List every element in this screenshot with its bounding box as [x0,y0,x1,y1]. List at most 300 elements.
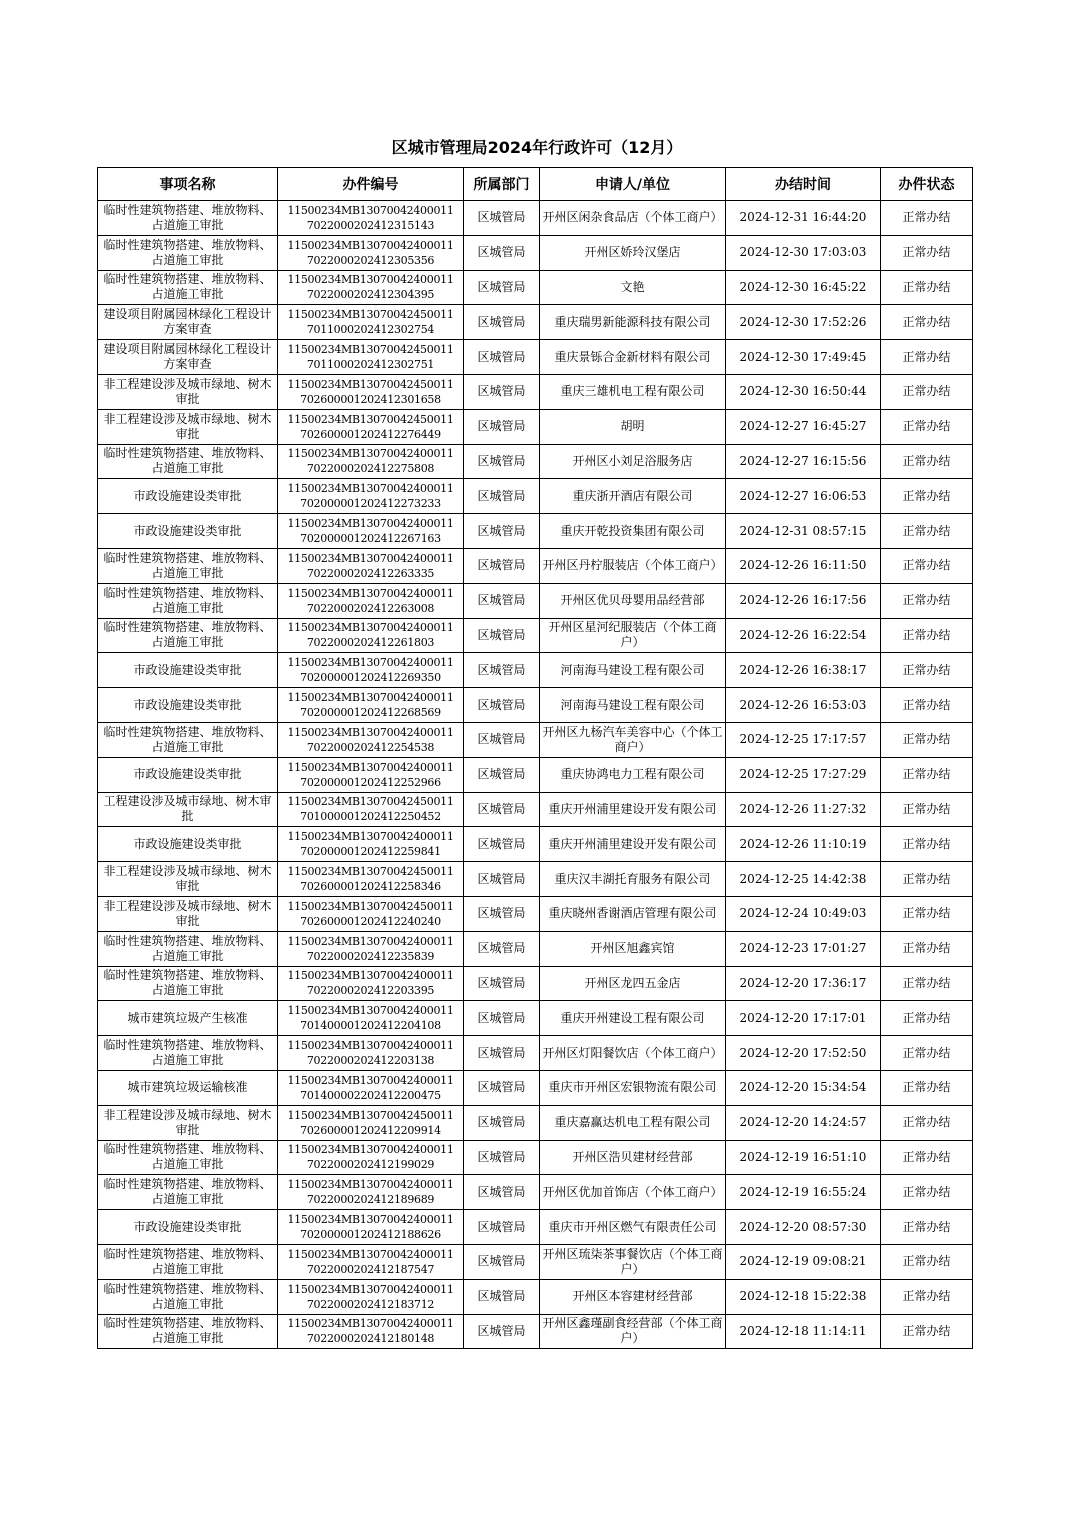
table-row [98,374,973,409]
cell-item-name: 临时性建筑物搭建、堆放物料、占道施工审批 [98,1279,278,1314]
cell-completion-time: 2024-12-30 17:52:26 [726,305,881,340]
case-number-part-2: 702000001202412269350 [300,671,441,685]
cell-case-number [278,1140,464,1175]
table-row [98,409,973,444]
cell-department: 区城管局 [464,444,540,479]
cell-department: 区城管局 [464,1001,540,1036]
cell-department: 区城管局 [464,757,540,792]
cell-item-name: 非工程建设涉及城市绿地、树木审批 [98,896,278,931]
cell-item-name: 临时性建筑物搭建、堆放物料、占道施工审批 [98,1036,278,1071]
case-number-part-1: 11500234MB13070042400011 [287,1213,454,1226]
cell-applicant: 开州区旭鑫宾馆 [540,931,726,966]
cell-applicant: 胡明 [540,409,726,444]
cell-status: 正常办结 [881,479,973,514]
cell-department: 区城管局 [464,931,540,966]
case-number-part-2: 701000001202412250452 [300,810,441,824]
table-row [98,792,973,827]
cell-case-number [278,514,464,549]
cell-case-number [278,966,464,1001]
case-number-part-1: 11500234MB13070042400011 [287,656,454,670]
table-row [98,966,973,1001]
cell-item-name: 市政设施建设类审批 [98,1210,278,1245]
cell-completion-time: 2024-12-25 17:17:57 [726,722,881,757]
cell-status: 正常办结 [881,548,973,583]
cell-status: 正常办结 [881,201,973,236]
case-number-part-2: 702600001202412301658 [300,392,441,406]
cell-item-name: 临时性建筑物搭建、堆放物料、占道施工审批 [98,444,278,479]
cell-department: 区城管局 [464,792,540,827]
column-header-status: 办件状态 [881,168,973,201]
case-number-part-2: 7011000202412302754 [306,323,435,337]
cell-applicant: 开州区琉柒茶事餐饮店（个体工商户） [540,1244,726,1279]
case-number-part-1: 11500234MB13070042400011 [287,447,454,461]
cell-completion-time: 2024-12-18 11:14:11 [726,1314,881,1349]
cell-item-name: 临时性建筑物搭建、堆放物料、占道施工审批 [98,270,278,305]
cell-status: 正常办结 [881,792,973,827]
cell-case-number [278,235,464,270]
cell-department: 区城管局 [464,1140,540,1175]
case-number-part-1: 11500234MB13070042400011 [287,1004,454,1018]
case-number-part-1: 11500234MB13070042400011 [287,238,454,252]
cell-status: 正常办结 [881,1175,973,1210]
column-header-time: 办结时间 [726,168,881,201]
cell-applicant: 重庆浙开酒店有限公司 [540,479,726,514]
cell-item-name: 市政设施建设类审批 [98,757,278,792]
case-number-part-1: 11500234MB13070042400011 [287,273,454,287]
cell-department: 区城管局 [464,688,540,723]
table-row [98,1105,973,1140]
cell-department: 区城管局 [464,966,540,1001]
case-number-part-1: 11500234MB13070042400011 [287,517,454,531]
cell-department: 区城管局 [464,1036,540,1071]
cell-status: 正常办结 [881,896,973,931]
cell-applicant: 河南海马建设工程有限公司 [540,688,726,723]
cell-department: 区城管局 [464,827,540,862]
table-row [98,931,973,966]
case-number-part-2: 7022000202412187547 [306,1262,435,1276]
cell-completion-time: 2024-12-27 16:06:53 [726,479,881,514]
case-number-part-1: 11500234MB13070042400011 [287,1178,454,1192]
table-row [98,862,973,897]
cell-status: 正常办结 [881,514,973,549]
cell-case-number [278,409,464,444]
case-number-part-1: 11500234MB13070042400011 [287,830,454,844]
cell-department: 区城管局 [464,583,540,618]
case-number-part-1: 11500234MB13070042450011 [287,1108,454,1122]
table-row [98,722,973,757]
cell-item-name: 临时性建筑物搭建、堆放物料、占道施工审批 [98,583,278,618]
case-number-part-1: 11500234MB13070042400011 [287,621,454,635]
cell-applicant: 开州区娇玲汉堡店 [540,235,726,270]
table-row [98,270,973,305]
case-number-part-1: 11500234MB13070042400011 [287,482,454,496]
cell-applicant: 重庆晓州香谢酒店管理有限公司 [540,896,726,931]
cell-status: 正常办结 [881,931,973,966]
cell-department: 区城管局 [464,235,540,270]
cell-department: 区城管局 [464,1070,540,1105]
permit-table [97,167,973,1349]
cell-status: 正常办结 [881,1279,973,1314]
table-row [98,827,973,862]
case-number-part-2: 7022000202412199029 [306,1158,435,1172]
cell-status: 正常办结 [881,722,973,757]
cell-case-number [278,618,464,653]
cell-completion-time: 2024-12-27 16:15:56 [726,444,881,479]
case-number-part-1: 11500234MB13070042400011 [287,1282,454,1296]
cell-status: 正常办结 [881,1070,973,1105]
cell-completion-time: 2024-12-19 16:51:10 [726,1140,881,1175]
cell-department: 区城管局 [464,479,540,514]
cell-case-number [278,827,464,862]
cell-completion-time: 2024-12-26 16:22:54 [726,618,881,653]
cell-completion-time: 2024-12-24 10:49:03 [726,896,881,931]
cell-department: 区城管局 [464,1314,540,1349]
cell-completion-time: 2024-12-30 17:49:45 [726,340,881,375]
cell-case-number [278,479,464,514]
table-row [98,1175,973,1210]
case-number-part-2: 7022000202412254538 [306,740,435,754]
cell-applicant: 河南海马建设工程有限公司 [540,653,726,688]
cell-case-number [278,1175,464,1210]
cell-case-number [278,548,464,583]
case-number-part-1: 11500234MB13070042400011 [287,1317,454,1331]
case-number-part-2: 702000001202412273233 [300,497,441,511]
cell-status: 正常办结 [881,444,973,479]
cell-applicant: 重庆开州建设工程有限公司 [540,1001,726,1036]
cell-completion-time: 2024-12-31 16:44:20 [726,201,881,236]
cell-completion-time: 2024-12-31 08:57:15 [726,514,881,549]
case-number-part-1: 11500234MB13070042450011 [287,899,454,913]
cell-item-name: 临时性建筑物搭建、堆放物料、占道施工审批 [98,618,278,653]
cell-applicant: 重庆开乾投资集团有限公司 [540,514,726,549]
cell-status: 正常办结 [881,966,973,1001]
cell-item-name: 临时性建筑物搭建、堆放物料、占道施工审批 [98,1140,278,1175]
case-number-part-2: 7022000202412189689 [306,1193,435,1207]
cell-applicant: 重庆景铄合金新材料有限公司 [540,340,726,375]
table-row [98,653,973,688]
case-number-part-1: 11500234MB13070042450011 [287,412,454,426]
cell-item-name: 临时性建筑物搭建、堆放物料、占道施工审批 [98,548,278,583]
cell-item-name: 临时性建筑物搭建、堆放物料、占道施工审批 [98,1314,278,1349]
cell-status: 正常办结 [881,409,973,444]
cell-item-name: 临时性建筑物搭建、堆放物料、占道施工审批 [98,966,278,1001]
cell-item-name: 城市建筑垃圾运输核准 [98,1070,278,1105]
cell-item-name: 工程建设涉及城市绿地、树木审批 [98,792,278,827]
case-number-part-2: 702600001202412258346 [300,880,441,894]
cell-item-name: 市政设施建设类审批 [98,514,278,549]
cell-item-name: 市政设施建设类审批 [98,827,278,862]
cell-case-number [278,896,464,931]
case-number-part-1: 11500234MB13070042400011 [287,203,454,217]
cell-applicant: 开州区优加首饰店（个体工商户） [540,1175,726,1210]
table-row [98,305,973,340]
table-row [98,235,973,270]
cell-case-number [278,1036,464,1071]
cell-completion-time: 2024-12-26 16:53:03 [726,688,881,723]
cell-department: 区城管局 [464,1105,540,1140]
cell-applicant: 开州区闲杂食品店（个体工商户） [540,201,726,236]
table-row [98,757,973,792]
cell-applicant: 重庆开州浦里建设开发有限公司 [540,792,726,827]
table-header-row [98,168,973,201]
cell-case-number [278,862,464,897]
cell-item-name: 临时性建筑物搭建、堆放物料、占道施工审批 [98,1175,278,1210]
cell-applicant: 文艳 [540,270,726,305]
cell-completion-time: 2024-12-30 16:50:44 [726,374,881,409]
cell-department: 区城管局 [464,653,540,688]
cell-case-number [278,270,464,305]
case-number-part-1: 11500234MB13070042400011 [287,586,454,600]
cell-status: 正常办结 [881,340,973,375]
table-row [98,1070,973,1105]
cell-completion-time: 2024-12-19 09:08:21 [726,1244,881,1279]
cell-item-name: 建设项目附属园林绿化工程设计方案审查 [98,340,278,375]
table-row [98,1036,973,1071]
cell-department: 区城管局 [464,270,540,305]
cell-status: 正常办结 [881,618,973,653]
cell-completion-time: 2024-12-26 11:27:32 [726,792,881,827]
cell-completion-time: 2024-12-26 16:38:17 [726,653,881,688]
cell-department: 区城管局 [464,374,540,409]
cell-completion-time: 2024-12-20 08:57:30 [726,1210,881,1245]
case-number-part-1: 11500234MB13070042400011 [287,1039,454,1053]
column-header-department: 所属部门 [464,168,540,201]
cell-case-number [278,931,464,966]
cell-department: 区城管局 [464,548,540,583]
cell-completion-time: 2024-12-25 14:42:38 [726,862,881,897]
cell-applicant: 开州区鑫瑾副食经营部（个体工商户） [540,1314,726,1349]
cell-status: 正常办结 [881,1036,973,1071]
case-number-part-2: 702600001202412240240 [300,914,441,928]
table-row [98,688,973,723]
cell-department: 区城管局 [464,896,540,931]
table-row [98,548,973,583]
cell-department: 区城管局 [464,409,540,444]
cell-status: 正常办结 [881,235,973,270]
cell-department: 区城管局 [464,305,540,340]
case-number-part-1: 11500234MB13070042450011 [287,865,454,879]
cell-status: 正常办结 [881,374,973,409]
cell-item-name: 临时性建筑物搭建、堆放物料、占道施工审批 [98,722,278,757]
table-row [98,618,973,653]
cell-completion-time: 2024-12-19 16:55:24 [726,1175,881,1210]
case-number-part-2: 702000001202412259841 [300,845,441,859]
cell-item-name: 城市建筑垃圾产生核准 [98,1001,278,1036]
cell-completion-time: 2024-12-23 17:01:27 [726,931,881,966]
table-row [98,896,973,931]
cell-applicant: 重庆三雄机电工程有限公司 [540,374,726,409]
cell-item-name: 建设项目附属园林绿化工程设计方案审查 [98,305,278,340]
case-number-part-1: 11500234MB13070042400011 [287,1247,454,1261]
cell-department: 区城管局 [464,1210,540,1245]
cell-completion-time: 2024-12-20 17:17:01 [726,1001,881,1036]
table-row [98,1314,973,1349]
case-number-part-1: 11500234MB13070042400011 [287,1143,454,1157]
table-row [98,1244,973,1279]
cell-applicant: 开州区小刘足浴服务店 [540,444,726,479]
cell-status: 正常办结 [881,1140,973,1175]
cell-department: 区城管局 [464,1244,540,1279]
cell-completion-time: 2024-12-20 14:24:57 [726,1105,881,1140]
case-number-part-1: 11500234MB13070042400011 [287,551,454,565]
table-row [98,514,973,549]
cell-status: 正常办结 [881,1105,973,1140]
cell-applicant: 重庆瑞男新能源科技有限公司 [540,305,726,340]
cell-applicant: 重庆市开州区宏银物流有限公司 [540,1070,726,1105]
table-row [98,444,973,479]
table-row [98,340,973,375]
cell-department: 区城管局 [464,201,540,236]
case-number-part-2: 702600001202412276449 [300,427,441,441]
table-row [98,201,973,236]
cell-completion-time: 2024-12-30 16:45:22 [726,270,881,305]
column-header-item: 事项名称 [98,168,278,201]
table-row [98,1140,973,1175]
cell-applicant: 开州区星河纪服装店（个体工商户） [540,618,726,653]
cell-item-name: 临时性建筑物搭建、堆放物料、占道施工审批 [98,931,278,966]
case-number-part-1: 11500234MB13070042450011 [287,308,454,322]
cell-case-number [278,583,464,618]
cell-completion-time: 2024-12-20 17:52:50 [726,1036,881,1071]
cell-applicant: 开州区灯阳餐饮店（个体工商户） [540,1036,726,1071]
cell-department: 区城管局 [464,722,540,757]
cell-item-name: 临时性建筑物搭建、堆放物料、占道施工审批 [98,235,278,270]
table-row [98,1279,973,1314]
cell-completion-time: 2024-12-18 15:22:38 [726,1279,881,1314]
case-number-part-1: 11500234MB13070042400011 [287,760,454,774]
cell-item-name: 非工程建设涉及城市绿地、树木审批 [98,374,278,409]
table-row [98,1001,973,1036]
cell-applicant: 重庆协鸿电力工程有限公司 [540,757,726,792]
cell-case-number [278,722,464,757]
cell-case-number [278,1244,464,1279]
cell-item-name: 非工程建设涉及城市绿地、树木审批 [98,409,278,444]
cell-case-number [278,305,464,340]
case-number-part-2: 701400002202412200475 [300,1088,441,1102]
cell-applicant: 开州区九杨汽车美容中心（个体工商户） [540,722,726,757]
cell-case-number [278,444,464,479]
case-number-part-2: 7022000202412235839 [306,949,435,963]
column-header-applicant: 申请人/单位 [540,168,726,201]
cell-item-name: 临时性建筑物搭建、堆放物料、占道施工审批 [98,201,278,236]
cell-case-number [278,1279,464,1314]
cell-completion-time: 2024-12-26 16:11:50 [726,548,881,583]
case-number-part-2: 7022000202412180148 [306,1332,435,1346]
cell-department: 区城管局 [464,1175,540,1210]
cell-applicant: 重庆汉丰湖托育服务有限公司 [540,862,726,897]
case-number-part-2: 7022000202412275808 [306,462,435,476]
cell-case-number [278,1001,464,1036]
cell-case-number [278,1210,464,1245]
cell-item-name: 市政设施建设类审批 [98,653,278,688]
cell-case-number [278,688,464,723]
cell-completion-time: 2024-12-26 11:10:19 [726,827,881,862]
case-number-part-2: 702600001202412209914 [300,1123,441,1137]
column-header-number: 办件编号 [278,168,464,201]
cell-case-number [278,792,464,827]
cell-completion-time: 2024-12-20 15:34:54 [726,1070,881,1105]
cell-status: 正常办结 [881,1210,973,1245]
cell-item-name: 非工程建设涉及城市绿地、树木审批 [98,1105,278,1140]
case-number-part-2: 702000001202412267163 [300,532,441,546]
case-number-part-1: 11500234MB13070042400011 [287,691,454,705]
cell-case-number [278,757,464,792]
cell-case-number [278,1105,464,1140]
cell-applicant: 重庆嘉赢达机电工程有限公司 [540,1105,726,1140]
cell-completion-time: 2024-12-20 17:36:17 [726,966,881,1001]
case-number-part-1: 11500234MB13070042400011 [287,934,454,948]
cell-applicant: 重庆开州浦里建设开发有限公司 [540,827,726,862]
case-number-part-2: 7022000202412263008 [306,601,435,615]
cell-item-name: 临时性建筑物搭建、堆放物料、占道施工审批 [98,1244,278,1279]
cell-applicant: 开州区丹柠服装店（个体工商户） [540,548,726,583]
case-number-part-2: 7022000202412305356 [306,253,435,267]
cell-department: 区城管局 [464,514,540,549]
cell-department: 区城管局 [464,1279,540,1314]
cell-department: 区城管局 [464,618,540,653]
cell-completion-time: 2024-12-27 16:45:27 [726,409,881,444]
case-number-part-2: 7011000202412302751 [306,358,435,372]
cell-applicant: 开州区优贝母婴用品经营部 [540,583,726,618]
cell-applicant: 开州区浩贝建材经营部 [540,1140,726,1175]
cell-completion-time: 2024-12-30 17:03:03 [726,235,881,270]
case-number-part-2: 702000001202412252966 [300,775,441,789]
cell-case-number [278,1070,464,1105]
cell-applicant: 开州区本容建材经营部 [540,1279,726,1314]
cell-item-name: 非工程建设涉及城市绿地、树木审批 [98,862,278,897]
case-number-part-2: 7022000202412315143 [306,218,435,232]
case-number-part-2: 702000001202412188626 [300,1228,441,1241]
case-number-part-2: 7022000202412304395 [306,288,435,302]
cell-status: 正常办结 [881,1244,973,1279]
page-title: 区城市管理局2024年行政许可（12月） [391,138,683,157]
cell-status: 正常办结 [881,757,973,792]
cell-status: 正常办结 [881,827,973,862]
cell-status: 正常办结 [881,583,973,618]
cell-item-name: 市政设施建设类审批 [98,479,278,514]
cell-case-number [278,653,464,688]
case-number-part-1: 11500234MB13070042450011 [287,795,454,809]
case-number-part-2: 7022000202412183712 [306,1297,435,1311]
cell-applicant: 开州区龙四五金店 [540,966,726,1001]
case-number-part-2: 7022000202412261803 [306,636,435,650]
cell-status: 正常办结 [881,305,973,340]
cell-status: 正常办结 [881,270,973,305]
case-number-part-2: 701400001202412204108 [300,1019,441,1033]
case-number-part-2: 7022000202412203138 [306,1054,435,1068]
cell-department: 区城管局 [464,340,540,375]
cell-status: 正常办结 [881,1314,973,1349]
cell-status: 正常办结 [881,653,973,688]
cell-status: 正常办结 [881,862,973,897]
case-number-part-2: 7022000202412203395 [306,984,435,998]
cell-case-number [278,340,464,375]
cell-item-name: 市政设施建设类审批 [98,688,278,723]
cell-case-number [278,374,464,409]
case-number-part-1: 11500234MB13070042400011 [287,725,454,739]
case-number-part-1: 11500234MB13070042400011 [287,1073,454,1087]
cell-completion-time: 2024-12-26 16:17:56 [726,583,881,618]
cell-completion-time: 2024-12-25 17:27:29 [726,757,881,792]
table-row [98,583,973,618]
case-number-part-1: 11500234MB13070042450011 [287,343,454,357]
cell-case-number [278,201,464,236]
cell-status: 正常办结 [881,688,973,723]
table-row [98,1210,973,1245]
case-number-part-2: 702000001202412268569 [300,706,441,720]
table-row [98,479,973,514]
cell-department: 区城管局 [464,862,540,897]
